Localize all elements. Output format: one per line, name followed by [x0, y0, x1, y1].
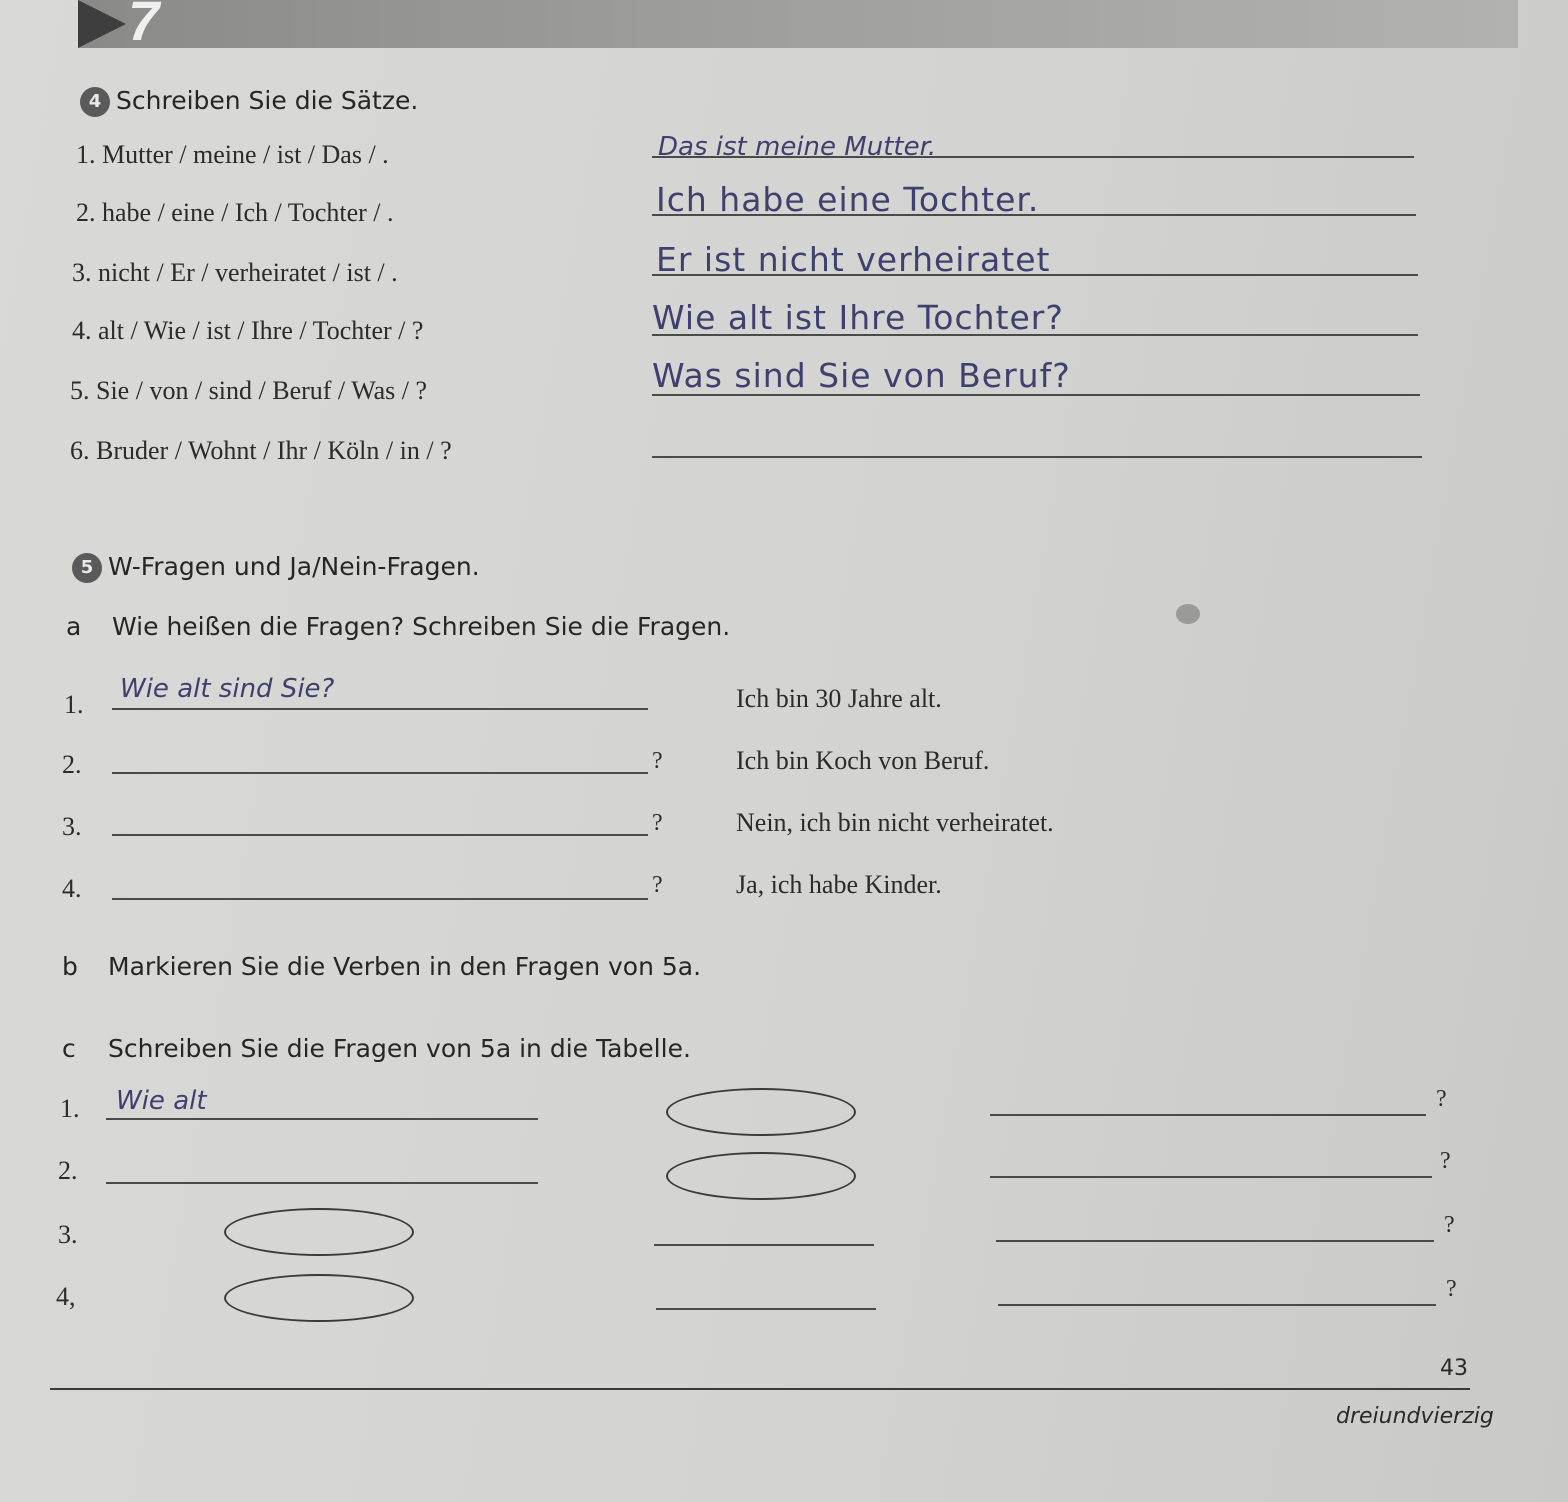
- exercise-5a-text: Wie heißen die Fragen? Schreiben Sie die Fragen.: [112, 612, 731, 641]
- ex5a-num-3: 3.: [62, 812, 82, 841]
- ex4-answer-line-6[interactable]: [652, 456, 1422, 458]
- exercise-5c-letter: c: [62, 1034, 76, 1063]
- ex5c-qmark-3: ?: [1444, 1212, 1455, 1238]
- ex4-prompt-1: 1. Mutter / meine / ist / Das / .: [76, 140, 389, 169]
- ex5c-qmark-2: ?: [1440, 1148, 1451, 1174]
- exercise-5b-instruction: [62, 952, 701, 981]
- ex5a-reply-4: Ja, ich habe Kinder.: [736, 870, 942, 899]
- ex5c-num-4: 4,: [56, 1282, 76, 1311]
- ex4-prompt-4: 4. alt / Wie / ist / Ihre / Tochter / ?: [72, 316, 424, 345]
- exercise-5a-letter: a: [66, 612, 82, 641]
- ex4-prompt-3: 3. nicht / Er / verheiratet / ist / .: [72, 258, 398, 287]
- ex5a-num-2: 2.: [62, 750, 82, 779]
- ex5a-question-line-1[interactable]: [112, 708, 648, 710]
- ex5c-subject-line-4[interactable]: [656, 1308, 876, 1310]
- exercise-5b-letter: b: [62, 952, 78, 981]
- exercise-4-title: Schreiben Sie die Sätze.: [116, 86, 419, 115]
- ex4-prompt-5: 5. Sie / von / sind / Beruf / Was / ?: [70, 376, 428, 405]
- ex4-answer-5: Was sind Sie von Beruf?: [652, 356, 1071, 395]
- exercise-5c-instruction: [62, 1034, 691, 1063]
- ex5a-question-line-4[interactable]: [112, 898, 648, 900]
- ex5c-verb-oval-1[interactable]: [666, 1088, 856, 1136]
- ex5c-subject-line-3[interactable]: [654, 1244, 874, 1246]
- ex5c-num-1: 1.: [60, 1094, 80, 1123]
- ex4-answer-1: Das ist meine Mutter.: [658, 132, 937, 162]
- exercise-5b-text: Markieren Sie die Verben in den Fragen von 5a.: [108, 952, 702, 981]
- exercise-5-heading: [72, 552, 480, 583]
- ex5a-reply-1: Ich bin 30 Jahre alt.: [736, 684, 942, 713]
- ex5a-reply-2: Ich bin Koch von Beruf.: [736, 746, 990, 775]
- chapter-number: 7: [128, 0, 160, 52]
- ex5a-question-line-3[interactable]: [112, 834, 648, 836]
- ex5c-qmark-1: ?: [1436, 1086, 1447, 1112]
- ex5c-verb-oval-4[interactable]: [224, 1274, 414, 1322]
- ex4-answer-4: Wie alt ist Ihre Tochter?: [652, 298, 1064, 337]
- ex5a-qmark-3: ?: [652, 810, 663, 836]
- ex5a-num-4: 4.: [62, 874, 82, 903]
- ex5c-num-3: 3.: [58, 1220, 78, 1249]
- exercise-5-title: W-Fragen und Ja/Nein-Fragen.: [108, 552, 480, 581]
- ex5a-qmark-4: ?: [652, 872, 663, 898]
- page-blemish: [1176, 604, 1200, 624]
- ex4-answer-3: Er ist nicht verheiratet: [656, 240, 1051, 279]
- exercise-4-heading: [80, 86, 418, 117]
- ex4-prompt-6: 6. Bruder / Wohnt / Ihr / Köln / in / ?: [70, 436, 452, 465]
- ex5a-reply-3: Nein, ich bin nicht verheiratet.: [736, 808, 1054, 837]
- ex5c-verb-oval-2[interactable]: [666, 1152, 856, 1200]
- page-number: 43: [1440, 1356, 1468, 1381]
- ex5c-wword-line-2[interactable]: [106, 1182, 538, 1184]
- footer-rule: [50, 1388, 1470, 1390]
- ex4-prompt-2: 2. habe / eine / Ich / Tochter / .: [76, 198, 394, 227]
- ex5c-qmark-4: ?: [1446, 1276, 1457, 1302]
- ex5a-qmark-2: ?: [652, 748, 663, 774]
- ex5a-question-1: Wie alt sind Sie?: [120, 674, 335, 704]
- ex5c-rest-line-4[interactable]: [998, 1304, 1436, 1306]
- ex5c-rest-line-1[interactable]: [990, 1114, 1426, 1116]
- exercise-5a-instruction: [66, 612, 730, 641]
- ex4-answer-2: Ich habe eine Tochter.: [656, 180, 1040, 219]
- exercise-5c-text: Schreiben Sie die Fragen von 5a in die Tabelle.: [108, 1034, 691, 1063]
- ex5c-rest-line-3[interactable]: [996, 1240, 1434, 1242]
- ex5a-question-line-2[interactable]: [112, 772, 648, 774]
- page-number-word: dreiundvierzig: [1336, 1404, 1494, 1429]
- chapter-band: [78, 0, 1518, 48]
- chapter-arrow-icon: [78, 0, 126, 48]
- ex5c-wword-line-1[interactable]: [106, 1118, 538, 1120]
- ex5a-num-1: 1.: [64, 690, 84, 719]
- ex5c-entry-1: Wie alt: [116, 1086, 207, 1116]
- ex5c-verb-oval-3[interactable]: [224, 1208, 414, 1256]
- exercise-5-badge: 5: [72, 553, 102, 583]
- ex5c-rest-line-2[interactable]: [990, 1176, 1432, 1178]
- ex5c-num-2: 2.: [58, 1156, 78, 1185]
- exercise-4-badge: 4: [80, 87, 110, 117]
